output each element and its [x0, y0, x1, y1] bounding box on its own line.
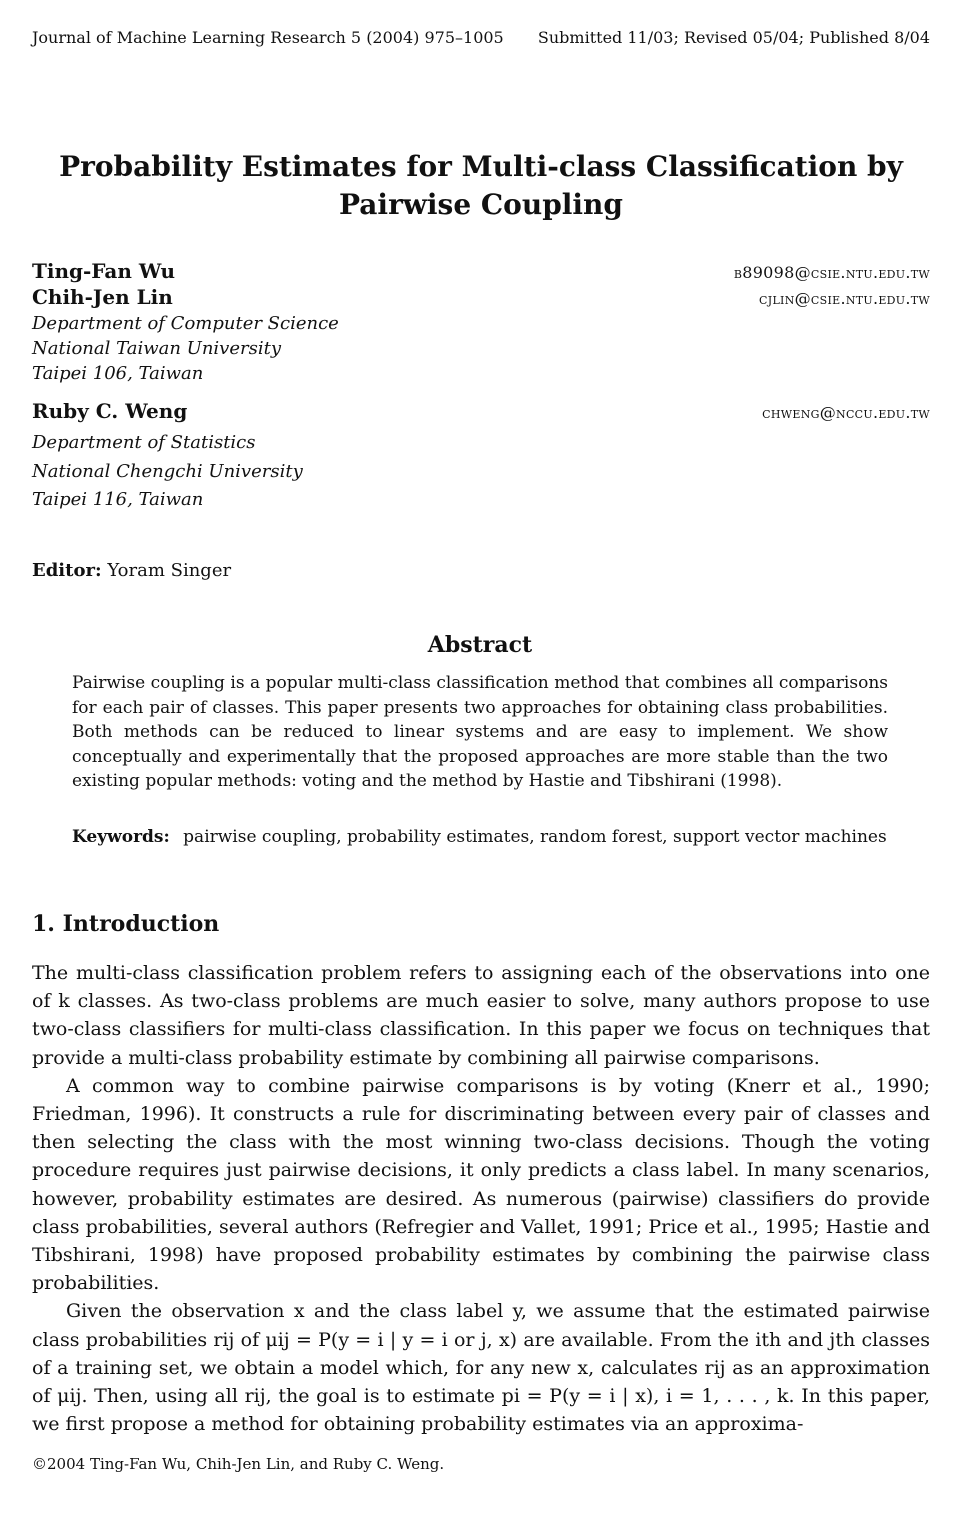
- affiliation-block: [32, 311, 339, 386]
- title-line-2: Pairwise Coupling: [338, 188, 623, 221]
- keywords-text: pairwise coupling, probability estimates, random forest, support vector machines: [183, 827, 887, 847]
- abstract-heading: Abstract: [427, 632, 533, 658]
- copyright-footer: ©2004 Ting-Fan Wu, Chih-Jen Lin, and Ruby C. Weng.: [32, 1455, 445, 1473]
- author-name: Ruby C. Weng: [32, 399, 188, 423]
- paper-title: [32, 148, 930, 224]
- paragraph: The multi-class classification problem refers to assigning each of the observations into one of k classes. As two-class problems are much easier to solve, many authors propose to use two-class classifiers for multi-class classification. In this paper we focus on techniques that provide a multi-class probability estimate by combining all pairwise comparisons.: [32, 962, 930, 1069]
- running-header-dates: Submitted 11/03; Revised 05/04; Published 8/04: [537, 28, 930, 47]
- author-name: Ting-Fan Wu: [32, 259, 176, 283]
- paragraph: Given the observation x and the class label y, we assume that the estimated pairwise class probabilities rij of μij = P(y = i | y = i or j, x) are available. From the ith and jth classes of a training set, we obtain a model which, for any new x, calculates rij as an approximation of μij. Then, using all rij, the goal is to estimate pi = P(y = i | x), i = 1, . . . , k. In this paper, we first propose a method for obtaining probability estimates via an approxima-: [32, 1300, 930, 1436]
- author-email: chweng@nccu.edu.tw: [762, 403, 930, 422]
- affiliation-line: Department of Computer Science: [32, 313, 339, 334]
- abstract-text: Pairwise coupling is a popular multi-class classification method that combines all comparisons for each pair of classes. This paper presents two approaches for obtaining class probabilities. Both methods can be reduced to linear systems and are easy to implement. We show conceptually and experimentally that the proposed approaches are more stable than the two existing popular methods: voting and the method by Hastie and Tibshirani (1998).: [72, 673, 888, 791]
- title-line-1: Probability Estimates for Multi-class Classification by: [59, 150, 903, 183]
- affiliation-block: [32, 429, 303, 515]
- editor-line: [32, 560, 231, 581]
- section-body: [32, 959, 930, 1438]
- editor-name: Yoram Singer: [107, 560, 232, 581]
- affiliation-line: National Chengchi University: [32, 460, 303, 482]
- affiliation-line: National Taiwan University: [32, 338, 282, 359]
- paragraph: A common way to combine pairwise comparisons is by voting (Knerr et al., 1990; Friedman, 1996). It constructs a rule for discriminating between every pair of classes and then selecting the class with the most winning two-class decisions. Though the voting procedure requires just pairwise decisions, it only predicts a class label. In many scenarios, however, probability estimates are desired. As numerous (pairwise) classifiers do provide class probabilities, several authors (Refregier and Vallet, 1991; Price et al., 1995; Hastie and Tibshirani, 1998) have proposed probability estimates by combining the pairwise class probabilities.: [32, 1074, 930, 1295]
- keywords-label: Keywords:: [72, 827, 170, 847]
- author-email: cjlin@csie.ntu.edu.tw: [759, 289, 930, 308]
- keywords: [72, 825, 888, 850]
- affiliation-line: Taipei 116, Taiwan: [32, 489, 204, 510]
- running-header-journal: Journal of Machine Learning Research 5 (2004) 975–1005: [32, 28, 504, 47]
- editor-label: Editor:: [32, 560, 102, 581]
- affiliation-line: Taipei 106, Taiwan: [32, 363, 204, 384]
- section-heading: 1. Introduction: [32, 911, 220, 937]
- affiliation-line: Department of Statistics: [32, 432, 256, 453]
- author-name: Chih-Jen Lin: [32, 285, 173, 309]
- author-email: b89098@csie.ntu.edu.tw: [733, 263, 930, 282]
